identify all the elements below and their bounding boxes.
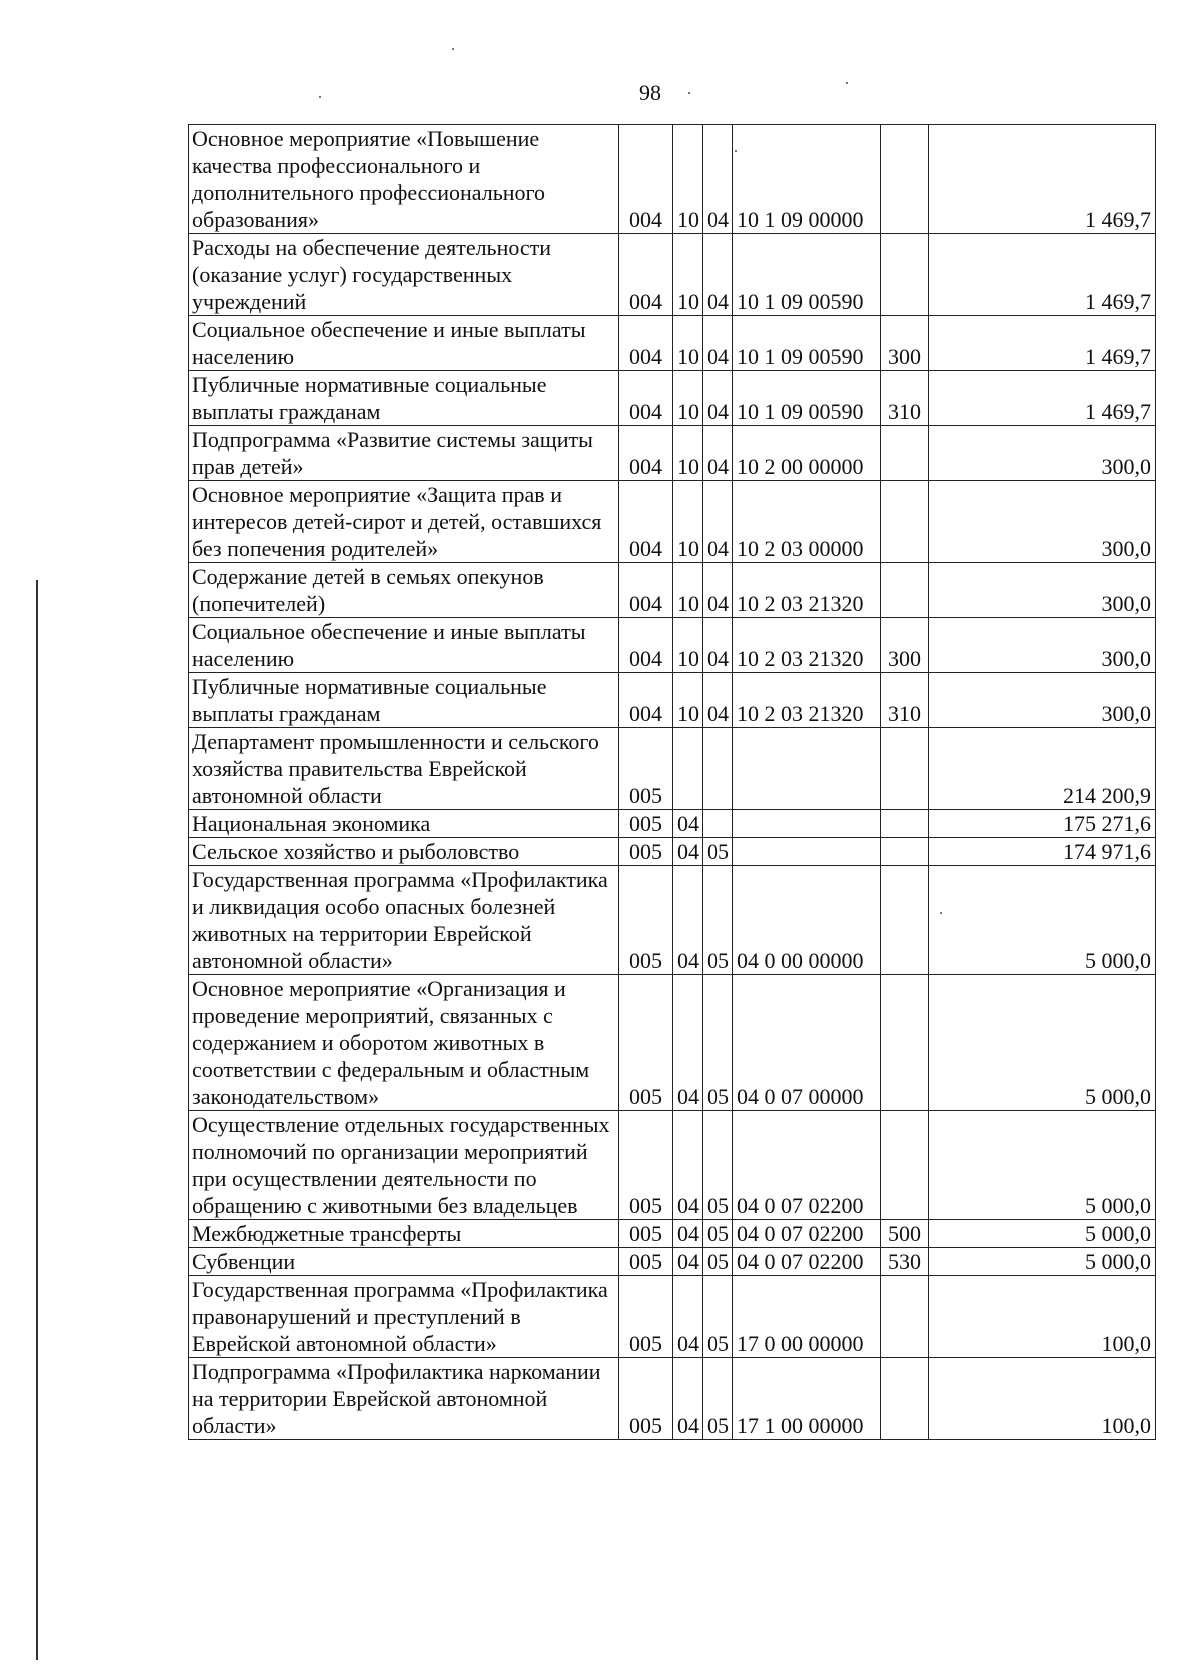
table-row — [189, 125, 1156, 234]
row-name-cell: Осуществление отдельных государственных полномочий по организации мероприятий при осуществлении деятельности по обращению с животными без владельцев — [189, 1111, 619, 1220]
section-code-cell: 10 — [673, 563, 703, 618]
table-row — [189, 1248, 1156, 1276]
section-code-cell: 10 — [673, 234, 703, 316]
subsection-code-cell: 04 — [703, 481, 733, 563]
amount-cell: 175 271,6 — [929, 810, 1156, 838]
target-article-cell: 04 0 07 00000 — [733, 975, 881, 1111]
page-number: 98 — [639, 80, 661, 105]
amount-cell: 5 000,0 — [929, 1220, 1156, 1248]
subsection-code-cell: 04 — [703, 673, 733, 728]
row-name-cell: Сельское хозяйство и рыболовство — [189, 838, 619, 866]
target-article-cell: 04 0 07 02200 — [733, 1220, 881, 1248]
subsection-code-cell: 04 — [703, 316, 733, 371]
expense-type-cell — [881, 866, 929, 975]
section-code-cell: 04 — [673, 1220, 703, 1248]
subsection-code-cell: 04 — [703, 563, 733, 618]
table-row — [189, 1276, 1156, 1358]
amount-cell: 5 000,0 — [929, 975, 1156, 1111]
table-row — [189, 728, 1156, 810]
subsection-code-cell: 05 — [703, 866, 733, 975]
expense-type-cell: 310 — [881, 673, 929, 728]
amount-cell: 1 469,7 — [929, 234, 1156, 316]
row-name-cell: Государственная программа «Профилактика правонарушений и преступлений в Еврейской автономной области» — [189, 1276, 619, 1358]
row-name-cell: Социальное обеспечение и иные выплаты населению — [189, 618, 619, 673]
target-article-cell: 04 0 07 02200 — [733, 1111, 881, 1220]
expense-type-cell — [881, 975, 929, 1111]
expense-type-cell — [881, 810, 929, 838]
expense-type-cell — [881, 234, 929, 316]
expense-type-cell — [881, 481, 929, 563]
subsection-code-cell: 05 — [703, 975, 733, 1111]
table-row — [189, 426, 1156, 481]
ved-code-cell: 005 — [619, 810, 673, 838]
table-row — [189, 371, 1156, 426]
row-name-cell: Государственная программа «Профилактика и ликвидация особо опасных болезней животных на территории Еврейской автономной области» — [189, 866, 619, 975]
target-article-cell: 10 2 03 21320 — [733, 563, 881, 618]
subsection-code-cell — [703, 728, 733, 810]
table-row — [189, 1111, 1156, 1220]
section-code-cell: 10 — [673, 426, 703, 481]
row-name-cell: Основное мероприятие «Защита прав и интересов детей-сирот и детей, оставшихся без попечения родителей» — [189, 481, 619, 563]
ved-code-cell: 004 — [619, 316, 673, 371]
table-row — [189, 234, 1156, 316]
section-code-cell: 04 — [673, 975, 703, 1111]
amount-cell: 1 469,7 — [929, 371, 1156, 426]
ved-code-cell: 005 — [619, 975, 673, 1111]
table-row — [189, 316, 1156, 371]
amount-cell: 300,0 — [929, 426, 1156, 481]
row-name-cell: Подпрограмма «Развитие системы защиты прав детей» — [189, 426, 619, 481]
amount-cell: 5 000,0 — [929, 866, 1156, 975]
amount-cell: 300,0 — [929, 481, 1156, 563]
subsection-code-cell: 05 — [703, 1358, 733, 1440]
target-article-cell: 10 1 09 00000 — [733, 125, 881, 234]
scan-speck — [452, 48, 454, 50]
expense-type-cell — [881, 1358, 929, 1440]
ved-code-cell: 004 — [619, 481, 673, 563]
scan-speck — [846, 82, 848, 84]
target-article-cell — [733, 810, 881, 838]
row-name-cell: Расходы на обеспечение деятельности (оказание услуг) государственных учреждений — [189, 234, 619, 316]
expense-type-cell — [881, 563, 929, 618]
table-row — [189, 1358, 1156, 1440]
expense-type-cell: 530 — [881, 1248, 929, 1276]
target-article-cell: 10 2 03 00000 — [733, 481, 881, 563]
expense-type-cell: 500 — [881, 1220, 929, 1248]
amount-cell: 100,0 — [929, 1276, 1156, 1358]
section-code-cell — [673, 728, 703, 810]
target-article-cell: 04 0 07 02200 — [733, 1248, 881, 1276]
target-article-cell: 17 1 00 00000 — [733, 1358, 881, 1440]
section-code-cell: 10 — [673, 618, 703, 673]
subsection-code-cell: 05 — [703, 1248, 733, 1276]
budget-table-body — [189, 125, 1156, 1440]
section-code-cell: 04 — [673, 1111, 703, 1220]
table-row — [189, 673, 1156, 728]
expense-type-cell — [881, 125, 929, 234]
table-row — [189, 838, 1156, 866]
subsection-code-cell: 04 — [703, 125, 733, 234]
table-row — [189, 810, 1156, 838]
expense-type-cell — [881, 838, 929, 866]
scan-speck — [688, 92, 690, 94]
expense-type-cell: 300 — [881, 316, 929, 371]
subsection-code-cell: 05 — [703, 1111, 733, 1220]
row-name-cell: Основное мероприятие «Повышение качества профессионального и дополнительного профессионального образования» — [189, 125, 619, 234]
section-code-cell: 10 — [673, 371, 703, 426]
subsection-code-cell: 05 — [703, 1276, 733, 1358]
budget-table-container — [188, 124, 1151, 1440]
ved-code-cell: 005 — [619, 1276, 673, 1358]
section-code-cell: 10 — [673, 481, 703, 563]
row-name-cell: Содержание детей в семьях опекунов (попечителей) — [189, 563, 619, 618]
table-row — [189, 481, 1156, 563]
ved-code-cell: 005 — [619, 1220, 673, 1248]
target-article-cell: 10 1 09 00590 — [733, 371, 881, 426]
row-name-cell: Публичные нормативные социальные выплаты гражданам — [189, 673, 619, 728]
section-code-cell: 04 — [673, 838, 703, 866]
section-code-cell: 10 — [673, 125, 703, 234]
target-article-cell — [733, 728, 881, 810]
section-code-cell: 10 — [673, 673, 703, 728]
subsection-code-cell: 04 — [703, 234, 733, 316]
row-name-cell: Публичные нормативные социальные выплаты гражданам — [189, 371, 619, 426]
expense-type-cell — [881, 426, 929, 481]
expense-type-cell — [881, 1276, 929, 1358]
table-row — [189, 975, 1156, 1111]
ved-code-cell: 004 — [619, 673, 673, 728]
target-article-cell: 10 2 03 21320 — [733, 618, 881, 673]
amount-cell: 100,0 — [929, 1358, 1156, 1440]
scan-artifact-line — [36, 580, 38, 1660]
ved-code-cell: 005 — [619, 1358, 673, 1440]
ved-code-cell: 005 — [619, 1111, 673, 1220]
row-name-cell: Национальная экономика — [189, 810, 619, 838]
amount-cell: 300,0 — [929, 563, 1156, 618]
section-code-cell: 04 — [673, 866, 703, 975]
section-code-cell: 04 — [673, 1358, 703, 1440]
ved-code-cell: 005 — [619, 1248, 673, 1276]
ved-code-cell: 004 — [619, 426, 673, 481]
amount-cell: 300,0 — [929, 618, 1156, 673]
row-name-cell: Подпрограмма «Профилактика наркомании на территории Еврейской автономной области» — [189, 1358, 619, 1440]
table-row — [189, 618, 1156, 673]
target-article-cell: 10 1 09 00590 — [733, 234, 881, 316]
subsection-code-cell: 05 — [703, 1220, 733, 1248]
scan-speck — [940, 912, 942, 914]
target-article-cell: 10 2 00 00000 — [733, 426, 881, 481]
amount-cell: 214 200,9 — [929, 728, 1156, 810]
target-article-cell: 10 1 09 00590 — [733, 316, 881, 371]
amount-cell: 174 971,6 — [929, 838, 1156, 866]
target-article-cell: 10 2 03 21320 — [733, 673, 881, 728]
subsection-code-cell: 04 — [703, 618, 733, 673]
subsection-code-cell — [703, 810, 733, 838]
subsection-code-cell: 05 — [703, 838, 733, 866]
table-row — [189, 1220, 1156, 1248]
budget-table — [188, 124, 1156, 1440]
section-code-cell: 10 — [673, 316, 703, 371]
table-row — [189, 866, 1156, 975]
expense-type-cell: 300 — [881, 618, 929, 673]
scan-speck — [735, 150, 737, 152]
ved-code-cell: 004 — [619, 125, 673, 234]
amount-cell: 1 469,7 — [929, 316, 1156, 371]
ved-code-cell: 004 — [619, 371, 673, 426]
amount-cell: 5 000,0 — [929, 1111, 1156, 1220]
expense-type-cell — [881, 728, 929, 810]
scan-speck — [319, 96, 321, 98]
row-name-cell: Социальное обеспечение и иные выплаты населению — [189, 316, 619, 371]
row-name-cell: Субвенции — [189, 1248, 619, 1276]
target-article-cell: 04 0 00 00000 — [733, 866, 881, 975]
expense-type-cell — [881, 1111, 929, 1220]
amount-cell: 1 469,7 — [929, 125, 1156, 234]
section-code-cell: 04 — [673, 1248, 703, 1276]
ved-code-cell: 005 — [619, 866, 673, 975]
row-name-cell: Межбюджетные трансферты — [189, 1220, 619, 1248]
ved-code-cell: 005 — [619, 838, 673, 866]
table-row — [189, 563, 1156, 618]
subsection-code-cell: 04 — [703, 426, 733, 481]
amount-cell: 300,0 — [929, 673, 1156, 728]
ved-code-cell: 005 — [619, 728, 673, 810]
amount-cell: 5 000,0 — [929, 1248, 1156, 1276]
row-name-cell: Основное мероприятие «Организация и проведение мероприятий, связанных с содержанием и оборотом животных в соответствии с федеральным и областным законодательством» — [189, 975, 619, 1111]
row-name-cell: Департамент промышленности и сельского хозяйства правительства Еврейской автономной области — [189, 728, 619, 810]
target-article-cell: 17 0 00 00000 — [733, 1276, 881, 1358]
expense-type-cell: 310 — [881, 371, 929, 426]
ved-code-cell: 004 — [619, 563, 673, 618]
ved-code-cell: 004 — [619, 618, 673, 673]
section-code-cell: 04 — [673, 1276, 703, 1358]
target-article-cell — [733, 838, 881, 866]
ved-code-cell: 004 — [619, 234, 673, 316]
subsection-code-cell: 04 — [703, 371, 733, 426]
section-code-cell: 04 — [673, 810, 703, 838]
